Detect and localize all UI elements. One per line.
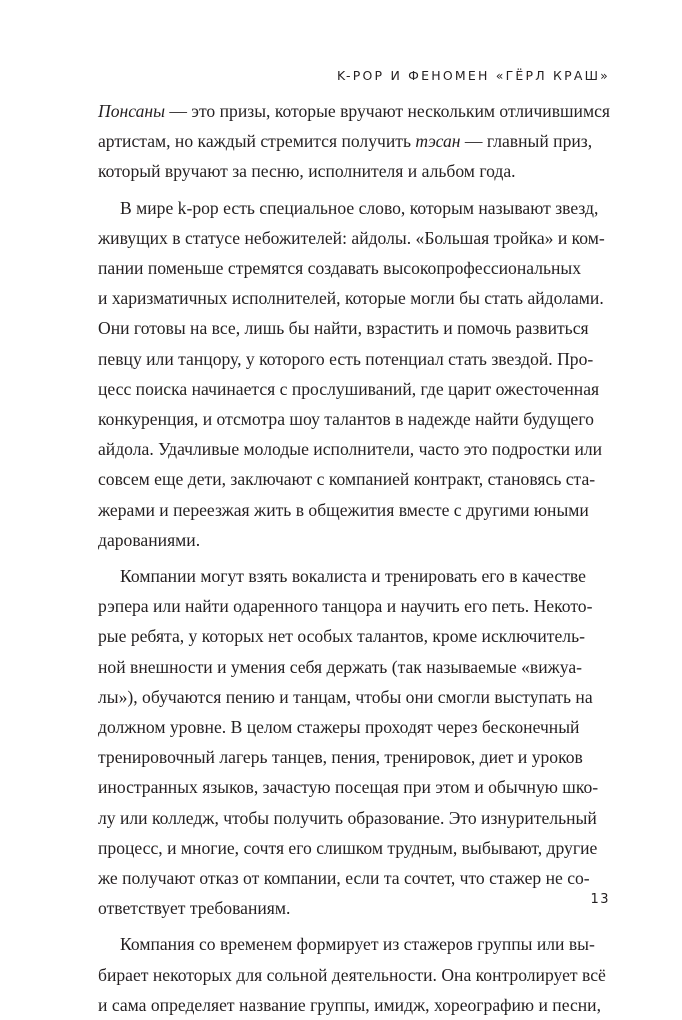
text-line xyxy=(98,863,590,893)
text-segment: жерами и переезжая жить в общежития вместе с другими юными xyxy=(98,499,589,520)
text-segment: конкуренция, и отсмотра шоу талантов в надежде найти будущего xyxy=(98,409,594,430)
text-segment: ответствует требованиям. xyxy=(98,898,291,919)
paragraph xyxy=(98,193,605,555)
text-line xyxy=(98,96,611,126)
text-line xyxy=(98,893,572,923)
text-line xyxy=(98,344,594,374)
text-segment: — главный приз, xyxy=(460,131,593,152)
page-number: 13 xyxy=(590,892,610,907)
text-segment: лу или колледж, чтобы получить образование. Это изнурительный xyxy=(98,807,597,828)
text-line xyxy=(98,621,585,651)
text-segment: иностранных языков, зачастую посещая при этом и обычную шко- xyxy=(98,777,599,798)
text-segment: живущих в статусе небожителей: айдолы. «Большая тройка» и ком- xyxy=(98,227,605,248)
text-line xyxy=(98,561,586,591)
text-segment: пании поменьше стремятся создавать высокопрофессиональных xyxy=(98,258,582,279)
text-line xyxy=(98,156,572,186)
text-segment: должном уровне. В целом стажеры проходят через бесконечный xyxy=(98,717,580,738)
text-line xyxy=(98,223,605,253)
text-line xyxy=(98,652,582,682)
text-segment: дарованиями. xyxy=(98,529,201,550)
text-line xyxy=(98,990,601,1020)
text-segment: цесс поиска начинается с прослушиваний, где царит ожесточенная xyxy=(98,378,600,399)
text-segment: тренировочный лагерь танцев, пения, тренировок, диет и уроков xyxy=(98,747,583,768)
text-line xyxy=(98,313,589,343)
text-segment: и харизматичных исполнителей, которые могли бы стать айдолами. xyxy=(98,288,604,309)
paragraph xyxy=(98,561,599,923)
text-segment: совсем еще дети, заключают с компанией контракт, становясь ста- xyxy=(98,469,596,490)
text-line xyxy=(98,434,603,464)
text-line xyxy=(98,591,593,621)
text-segment: и сама определяет название группы, имидж, хореографию и песни, xyxy=(98,994,601,1015)
text-line xyxy=(98,803,597,833)
text-line xyxy=(98,193,599,223)
text-line xyxy=(98,833,598,863)
text-line xyxy=(98,772,599,802)
text-line xyxy=(98,929,595,959)
text-segment: лы»), обучаются пению и танцам, чтобы они смогли выступать на xyxy=(98,686,593,707)
text-segment: бирает некоторых для сольной деятельности. Она контролирует всё xyxy=(98,964,606,985)
text-segment: артистам, но каждый стремится получить xyxy=(98,131,416,152)
text-segment: — это призы, которые вручают нескольким отличившимся xyxy=(165,101,611,121)
text-line xyxy=(98,682,593,712)
text-line xyxy=(98,464,596,494)
text-line xyxy=(98,404,594,434)
text-line xyxy=(98,712,580,742)
text-segment: процесс, и многие, сочтя его слишком трудным, выбывают, другие xyxy=(98,837,598,858)
text-line xyxy=(98,374,600,404)
text-segment: Компании могут взять вокалиста и тренировать его в качестве xyxy=(120,566,586,587)
text-segment: рые ребята, у которых нет особых талантов, кроме исключитель- xyxy=(98,626,585,647)
text-line xyxy=(98,525,572,555)
text-segment: который вручают за песню, исполнителя и альбом года. xyxy=(98,161,516,182)
running-head: K-POP И ФЕНОМЕН «ГЁРЛ КРАШ» xyxy=(336,68,610,83)
text-line xyxy=(98,960,606,990)
text-line xyxy=(98,742,583,772)
text-line xyxy=(98,495,589,525)
text-line xyxy=(98,126,593,156)
italic-term: Понсаны xyxy=(98,101,166,121)
text-segment: айдола. Удачливые молодые исполнители, часто это подростки или xyxy=(98,439,603,460)
text-segment: рэпера или найти одаренного танцора и научить его петь. Некото- xyxy=(98,596,593,617)
text-segment: В мире k-pop есть специальное слово, которым называют звезд, xyxy=(120,197,599,218)
text-line xyxy=(98,283,604,313)
text-segment: певцу или танцору, у которого есть потенциал стать звездой. Про- xyxy=(98,348,594,369)
paragraph xyxy=(98,96,611,187)
text-segment: Они готовы на все, лишь бы найти, взрастить и помочь развиться xyxy=(98,318,589,339)
italic-term: тэсан xyxy=(415,131,461,152)
text-segment: же получают отказ от компании, если та сочтет, что стажер не со- xyxy=(98,868,590,889)
text-segment: ной внешности и умения себя держать (так называемые «вижуа- xyxy=(98,656,582,677)
paragraph xyxy=(98,929,606,1020)
text-segment: Компания со временем формирует из стажеров группы или вы- xyxy=(120,934,595,955)
text-line xyxy=(98,253,582,283)
